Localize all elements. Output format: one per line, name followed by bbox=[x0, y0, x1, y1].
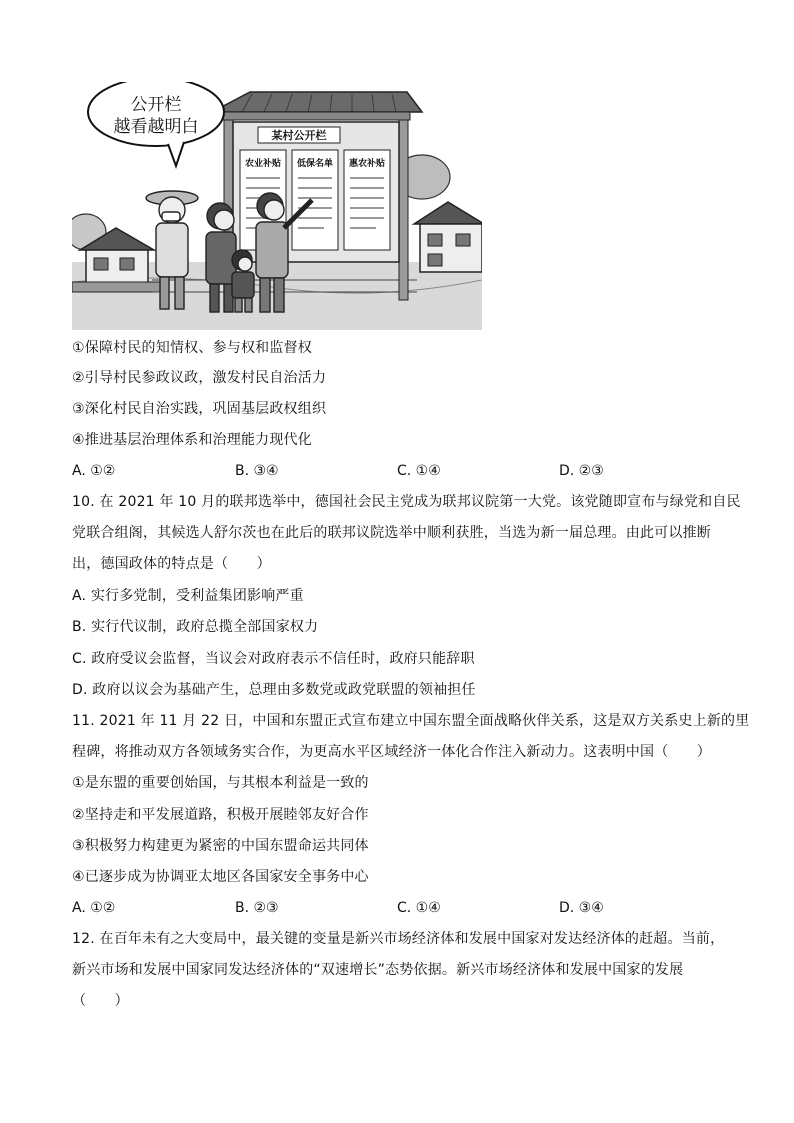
q11-option-d[interactable]: D. ③④ bbox=[559, 900, 604, 916]
q10-option-d[interactable]: D. 政府以议会为基础产生，总理由多数党或政党联盟的领袖担任 bbox=[72, 682, 476, 698]
board-title: 某村公开栏 bbox=[271, 129, 327, 142]
q9-options bbox=[72, 462, 732, 480]
q9-option-b[interactable]: B. ③④ bbox=[235, 463, 279, 479]
q10-stem: 10. 在 2021 年 10 月的联邦选举中，德国社会民主党成为联邦议院第一大党。该党随即宣布与绿党和自民 bbox=[72, 494, 741, 510]
q11-option-c[interactable]: C. ①④ bbox=[397, 900, 441, 916]
q11-stem: 11. 2021 年 11 月 22 日，中国和东盟正式宣布建立中国东盟全面战略伙伴关系，这是双方关系史上新的里 bbox=[72, 713, 750, 729]
q10-stem: 党联合组阁，其候选人舒尔茨也在此后的联邦议院选举中顺利获胜，当选为新一届总理。由此可以推断 bbox=[72, 525, 711, 541]
q9-statement: ②引导村民参政议政，激发村民自治活力 bbox=[72, 370, 327, 386]
q12-stem: （ ） bbox=[72, 993, 129, 1009]
bubble-text-line1: 公开栏 bbox=[130, 95, 182, 115]
panel-title: 农业补贴 bbox=[244, 159, 282, 169]
q9-statement: ①保障村民的知情权、参与权和监督权 bbox=[72, 340, 312, 356]
q11-statement: ③积极努力构建更为紧密的中国东盟命运共同体 bbox=[72, 838, 369, 854]
q10-option-b[interactable]: B. 实行代议制，政府总揽全部国家权力 bbox=[72, 619, 319, 635]
q11-statement: ④已逐步成为协调亚太地区各国家安全事务中心 bbox=[72, 869, 369, 885]
q10-stem: 出，德国政体的特点是（ ） bbox=[72, 556, 271, 572]
q11-option-a[interactable]: A. ①② bbox=[72, 900, 116, 916]
panel-title: 惠农补贴 bbox=[348, 159, 386, 169]
q11-statement: ②坚持走和平发展道路，积极开展睦邻友好合作 bbox=[72, 807, 369, 823]
q12-stem: 12. 在百年未有之大变局中，最关键的变量是新兴市场经济体和发展中国家对发达经济体的赶超。当前， bbox=[72, 931, 725, 947]
q11-statement: ①是东盟的重要创始国，与其根本利益是一致的 bbox=[72, 775, 369, 791]
cartoon-illustration bbox=[72, 82, 482, 330]
q11-stem: 程碑，将推动双方各领域务实合作，为更高水平区域经济一体化合作注入新动力。这表明中国（ ） bbox=[72, 744, 711, 760]
q11-option-b[interactable]: B. ②③ bbox=[235, 900, 279, 916]
q9-option-c[interactable]: C. ①④ bbox=[397, 463, 441, 479]
panel-title: 低保名单 bbox=[296, 159, 334, 169]
q10-option-c[interactable]: C. 政府受议会监督，当议会对政府表示不信任时，政府只能辞职 bbox=[72, 651, 475, 667]
q9-option-d[interactable]: D. ②③ bbox=[559, 463, 604, 479]
q9-option-a[interactable]: A. ①② bbox=[72, 463, 116, 479]
q12-stem: 新兴市场和发展中国家同发达经济体的“双速增长”态势依据。新兴市场经济体和发展中国家的发展 bbox=[72, 962, 684, 978]
q9-statement: ③深化村民自治实践，巩固基层政权组织 bbox=[72, 401, 327, 417]
q11-options bbox=[72, 899, 732, 917]
q10-option-a[interactable]: A. 实行多党制，受利益集团影响严重 bbox=[72, 588, 304, 604]
q9-statement: ④推进基层治理体系和治理能力现代化 bbox=[72, 432, 312, 448]
bubble-text-line2: 越看越明白 bbox=[113, 117, 199, 137]
